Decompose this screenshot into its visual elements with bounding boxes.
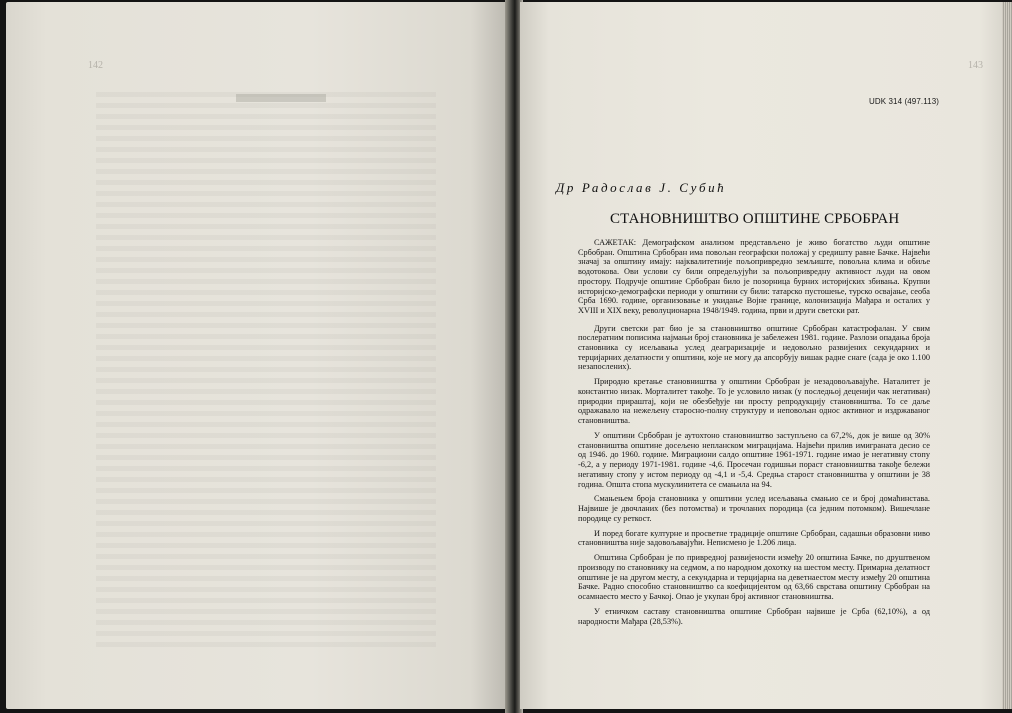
body-paragraph: Смањењем броја становника у општини услед исељавања смањио се и број домаћинстава. Највише је двочланих (без потомства) и трочланих породица (са једним потомком). Вишечлане породице су реткост. — [578, 494, 930, 523]
page-edges — [1002, 2, 1012, 709]
body-paragraph: Други светски рат био је за становништво општине Србобран катастрофалан. У свим послератним пописима најмањи број становника је забележен 1981. године. Разлози опадања броја становника су исељавања услед деаграризације и недовољно развијених секундарних и терцијарних делатности у општини, које не могу да апсорбују вишак радне снаге (сада је око 1.100 незапослених). — [578, 323, 930, 372]
left-page-number: 142 — [88, 60, 103, 71]
udk-code: UDK 314 (497.113) — [869, 97, 940, 106]
left-page — [6, 2, 511, 709]
body-paragraph: У општини Србобран је аутохтоно становништво заступљено са 67,2%, док је више од 30% становништва општине досељено непланском миграцијама. Највећи прилив имиграната десио се од 1946. до 1960. године. Миграциони салдо општине 1961-1971. године имао је негативну стопу -6,2, а у периоду 1971-1981. године -4,6. Просечан годишњи пораст становништва такође бележи негативну стопу у истом периоду од -4,1 и -5,4. Средња старост становништва у општини је 38 година. Општа стопа мускулинитета се смањила на 94. — [578, 431, 930, 489]
article-body — [578, 238, 930, 632]
bleed-through-text — [96, 92, 436, 652]
body-paragraph: Природно кретање становништва у општини Србобран је незадовољавајуће. Наталитет је константно низак. Морталитет такође. То је условило низак (у последњој деценији чак негативан) природни прираштај, који не обезбеђује ни просту репродукцију становништва. То се даље одражавало на нежељену старосно-полну структуру и неповољан однос активног и издржаваног становништва. — [578, 377, 930, 426]
article-title: СТАНОВНИШТВО ОПШТИНЕ СРБОБРАН — [610, 211, 900, 227]
abstract-paragraph: САЖЕТАК: Демографском анализом представљено је живо богатство људи општине Србобран. Општина Србобран има повољан географски положај у средишту равне Бачке. Највећи значај за општину имају: најквалитетније пољопривредно земљиште, повољна клима и обиље водотокова. Ови услови су били опредељујући за пољопривредну активност људи на овом простору. Подручје општине Србобран било је позорница бурних историјских збивања. Крупни историјско-демографски периоди у општини су били: татарско пустошење, турско освајање, сеоба Срба 1690. године, организовање и укидање Војне границе, колонизација Мађара и осталих у XVIII и XIX веку, револуционарна 1948/1949. година, први и други светски рат. — [578, 238, 930, 315]
right-page-number: 143 — [968, 60, 983, 71]
body-paragraph: И поред богате културне и просветне традиције општине Србобран, садашњи образовни ниво становништва није задовољавајући. Неписмено је 1.206 лица. — [578, 528, 930, 548]
author-name: Др Радослав Ј. Субић — [556, 180, 727, 195]
body-paragraph: Општина Србобран је по привредној развијености између 20 општина Бачке, по друштвеном производу по становнику на седмом, а по народном дохотку на шестом месту. Примарна делатност општине је на другом месту, а секундарна и терцијарна на деветнаестом месту између 20 општина Бачке. Радно способно становништво са коефицијентом од 63,66 сврстава општину Србобран на осамнаесто место у Бачкој. Опао је укупан број активног становништва. — [578, 553, 930, 602]
body-paragraph: У етничком саставу становништва општине Србобран највише је Срба (62,10%), а од народности Мађара (28,53%). — [578, 607, 930, 626]
